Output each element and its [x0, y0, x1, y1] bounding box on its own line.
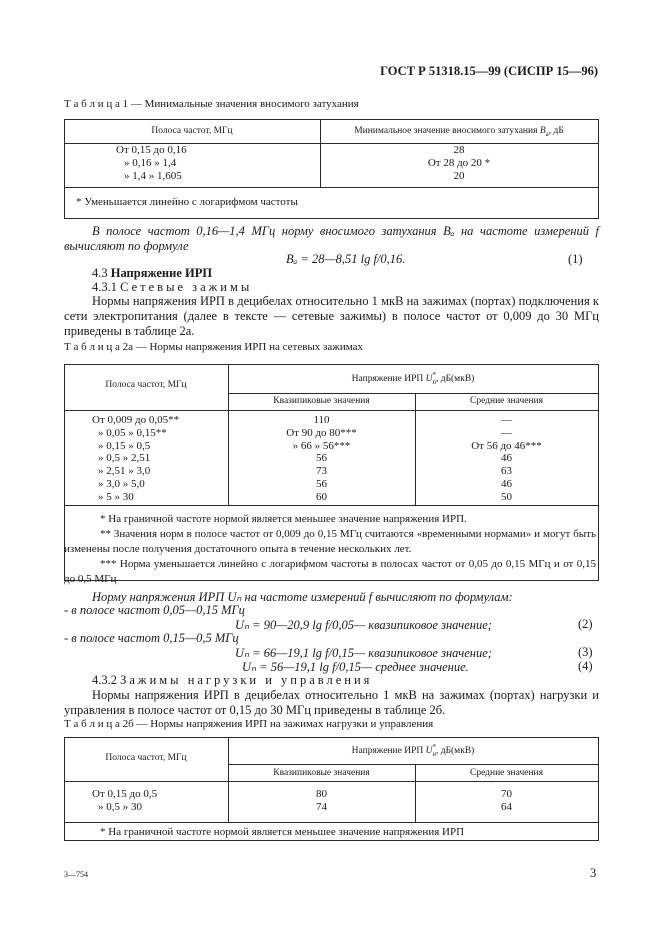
- table2a-band-1: » 0,05 » 0,15**: [98, 426, 167, 439]
- table2a-qp-0: 110: [313, 414, 330, 426]
- paragraph-4-3-1: Нормы напряжения ИРП в децибелах относительно 1 мкВ на зажимах (портах) подключения к сети электропитания (далее в тексте — сетевые зажимы) в полосе частот от 0,009 до 30 МГц приведены в таблице 2а.: [64, 294, 599, 338]
- table1-note: * Уменьшается линейно с логарифмом частоты: [76, 196, 298, 208]
- formula-3-number: (3): [578, 645, 593, 659]
- table2b-band-0: От 0,15 до 0,5: [92, 788, 158, 800]
- table2a-note2: ** Значения норм в полосе частот от 0,009 до 0,15 МГц считаются «временными нормами» и могут быть изменены после получения достаточного опыта в течение нескольких лет.: [64, 528, 596, 555]
- table2a-avg-5: 46: [501, 477, 512, 490]
- table2b-qp-1: 74: [316, 800, 327, 813]
- table2a-group-header: Напряжение ИРП U * п , дБ(мкВ): [351, 371, 475, 386]
- table2a-band-6: » 5 » 30: [98, 490, 134, 503]
- table2b-subheader-qp: Квазипиковые значения: [273, 768, 370, 778]
- table2a-qp-2: » 66 » 56***: [292, 439, 351, 452]
- table2a-subheader-qp: Квазипиковые значения: [273, 396, 370, 406]
- table1-col2-header: Минимальное значение вносимого затухания $B_а$, дБ: [354, 126, 564, 138]
- table2a-band-4: » 2,51 » 3,0: [98, 465, 151, 478]
- table1-caption: Т а б л и ц а 1 — Минимальные значения вносимого затухания: [64, 98, 359, 110]
- table2a-band-2: » 0,15 » 0,5: [98, 439, 151, 452]
- table1-band-2: » 1,4 » 1,605: [124, 169, 182, 182]
- formula-4: Uₙ = 56—19,1 lg f/0,15— среднее значение.: [242, 660, 469, 674]
- formula-3: Uₙ = 66—19,1 lg f/0,15— квазипиковое значение;: [235, 646, 492, 660]
- section-4-3-2-heading: 4.3.2 Зажимы нагрузки и управления: [92, 673, 373, 687]
- paragraph-formula1: В полосе частот 0,16—1,4 МГц норму вносимого затухания Bₐ на частоте измерений f вычисляют по формуле: [64, 224, 599, 253]
- table2a-band-0: От 0,009 до 0,05**: [92, 414, 180, 426]
- table1-col1-header: Полоса частот, МГц: [151, 126, 233, 136]
- formula-1-number: (1): [568, 252, 583, 266]
- table2b-group-header: Напряжение ИРП U * н , дБ(мкВ): [351, 743, 475, 758]
- table2a-qp-5: 56: [316, 477, 327, 490]
- section-4-3-1-heading: 4.3.1 Сетевые зажимы: [92, 280, 253, 294]
- table2a-note3: *** Норма уменьшается линейно с логарифмом частоты в полосах частот от 0,05 до 0,15 МГц и от 0,15 до 0,5 МГц: [64, 558, 596, 585]
- formula-2: Uₙ = 90—20,9 lg f/0,05— квазипиковое значение;: [235, 618, 492, 632]
- table2a-col1-header: Полоса частот, МГц: [105, 380, 187, 390]
- table2b-subheader-avg: Средние значения: [470, 768, 543, 778]
- table1-value-0: 28: [453, 144, 465, 156]
- table2a-band-5: » 3,0 » 5,0: [98, 477, 145, 490]
- table2b-qp-0: 80: [316, 788, 327, 800]
- paragraph-4-3-2: Нормы напряжения ИРП в децибелах относительно 1 мкВ на зажимах (портах) нагрузки и управления в полосе частот от 0,15 до 30 МГц приведены в таблице 2б.: [64, 688, 599, 717]
- table2a-avg-6: 50: [501, 490, 512, 503]
- document-code: ГОСТ Р 51318.15—99 (СИСПР 15—96): [380, 64, 598, 78]
- table2b-avg-1: 64: [501, 800, 512, 813]
- table2b-caption: Т а б л и ц а 2б — Нормы напряжения ИРП на зажимах нагрузки и управления: [64, 718, 434, 730]
- table1-value-1: От 28 до 20 *: [427, 156, 491, 169]
- formula-1: Bₐ = 28—8,51 lg f/0,16.: [286, 252, 406, 266]
- table2a-avg-2: От 56 до 46***: [471, 439, 542, 452]
- table2b-col1-header: Полоса частот, МГц: [105, 753, 187, 763]
- table2b-band-1: » 0,5 » 30: [98, 800, 142, 813]
- paragraph-formulas: Норму напряжения ИРП Uₙ на частоте измерений f вычисляют по формулам:: [92, 590, 513, 604]
- table2a-qp-4: 73: [316, 465, 327, 478]
- band1-label: - в полосе частот 0,05—0,15 МГц: [64, 603, 245, 617]
- table2a-qp-1: От 90 до 80***: [286, 426, 357, 439]
- table2b-note: * На граничной частоте нормой является меньшее значение напряжения ИРП: [100, 826, 465, 838]
- formula-2-number: (2): [578, 617, 593, 631]
- table2b-avg-0: 70: [501, 788, 512, 800]
- table2a-band-3: » 0,5 » 2,51: [98, 452, 151, 465]
- table2a-qp-6: 60: [316, 490, 327, 503]
- table2a-qp-3: 56: [316, 452, 327, 465]
- table1-band-0: От 0,15 до 0,16: [116, 144, 187, 156]
- table2a-avg-1: —: [501, 426, 512, 439]
- table1-band-1: » 0,16 » 1,4: [124, 156, 177, 169]
- page-number: 3: [590, 866, 597, 880]
- table2a-avg-4: 63: [501, 465, 512, 478]
- table2a-subheader-avg: Средние значения: [470, 396, 543, 406]
- table2a-avg-0: —: [501, 414, 512, 426]
- table2a-avg-3: 46: [501, 452, 512, 465]
- band2-label: - в полосе частот 0,15—0,5 МГц: [64, 631, 239, 645]
- footer-code: 3—754: [64, 870, 88, 879]
- table2a-caption: Т а б л и ц а 2а — Нормы напряжения ИРП на сетевых зажимах: [64, 341, 364, 353]
- section-4-3-heading: 4.3 Напряжение ИРП: [92, 266, 213, 280]
- formula-4-number: (4): [578, 659, 593, 673]
- table2a-note1: * На граничной частоте нормой является меньшее значение напряжения ИРП.: [100, 513, 467, 525]
- table1-value-2: 20: [453, 169, 465, 182]
